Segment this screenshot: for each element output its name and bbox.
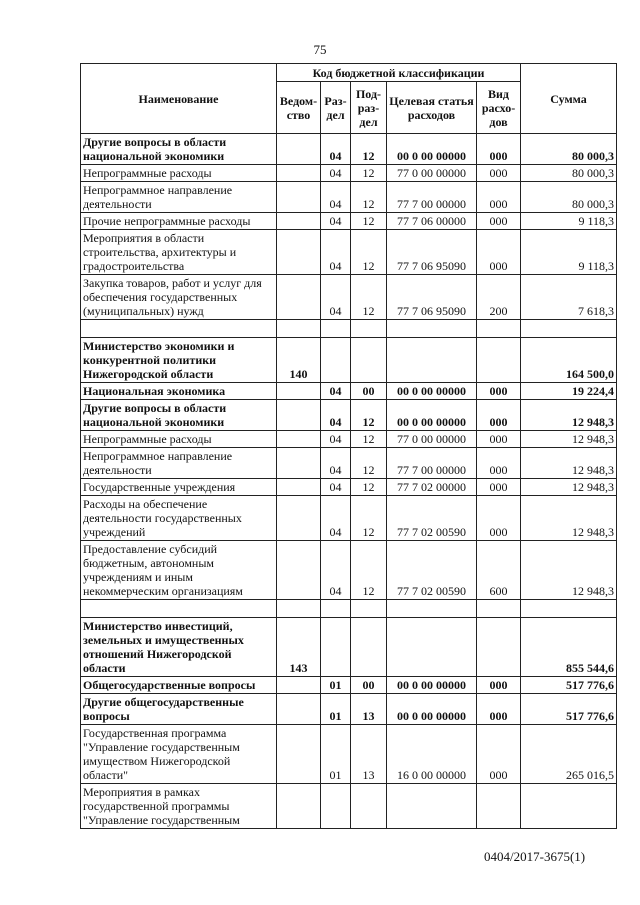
cell-subsection: 12 xyxy=(351,431,387,448)
cell-sum: 517 776,6 xyxy=(521,694,617,725)
header-type: Вид расхо-дов xyxy=(477,82,521,134)
cell-target xyxy=(387,600,477,618)
table-row xyxy=(81,338,617,383)
cell-target: 77 7 06 95090 xyxy=(387,275,477,320)
cell-type xyxy=(477,600,521,618)
cell-dept xyxy=(277,725,321,784)
cell-type: 000 xyxy=(477,694,521,725)
cell-subsection xyxy=(351,600,387,618)
cell-sum: 12 948,3 xyxy=(521,541,617,600)
cell-name: Министерство экономики и конкурентной политики Нижегородской области xyxy=(81,338,277,383)
cell-section xyxy=(321,618,351,677)
header-subsection: Под-раз-дел xyxy=(351,82,387,134)
cell-sum: 12 948,3 xyxy=(521,431,617,448)
cell-section: 04 xyxy=(321,383,351,400)
cell-dept xyxy=(277,496,321,541)
cell-target: 77 7 06 00000 xyxy=(387,213,477,230)
cell-sum: 80 000,3 xyxy=(521,134,617,165)
cell-sum: 265 016,5 xyxy=(521,725,617,784)
cell-type: 000 xyxy=(477,496,521,541)
cell-type: 000 xyxy=(477,725,521,784)
table-row xyxy=(81,784,617,829)
cell-target: 77 7 06 95090 xyxy=(387,230,477,275)
cell-type: 000 xyxy=(477,165,521,182)
cell-name: Закупка товаров, работ и услуг для обеспечения государственных (муниципальных) нужд xyxy=(81,275,277,320)
budget-table xyxy=(80,63,617,829)
table-row xyxy=(81,431,617,448)
cell-section: 04 xyxy=(321,165,351,182)
cell-type: 000 xyxy=(477,134,521,165)
table-row xyxy=(81,541,617,600)
cell-sum: 12 948,3 xyxy=(521,496,617,541)
cell-target: 16 0 00 00000 xyxy=(387,725,477,784)
cell-target: 00 0 00 00000 xyxy=(387,134,477,165)
cell-target: 77 7 02 00590 xyxy=(387,541,477,600)
cell-section: 04 xyxy=(321,541,351,600)
table-row xyxy=(81,182,617,213)
cell-section: 04 xyxy=(321,431,351,448)
cell-sum: 80 000,3 xyxy=(521,182,617,213)
cell-section: 04 xyxy=(321,496,351,541)
cell-type: 000 xyxy=(477,479,521,496)
cell-type: 000 xyxy=(477,230,521,275)
cell-name: Другие общегосударственные вопросы xyxy=(81,694,277,725)
cell-section: 04 xyxy=(321,134,351,165)
cell-sum: 12 948,3 xyxy=(521,448,617,479)
cell-target: 77 7 00 00000 xyxy=(387,448,477,479)
cell-section: 04 xyxy=(321,448,351,479)
cell-section: 01 xyxy=(321,725,351,784)
cell-target: 77 7 02 00000 xyxy=(387,479,477,496)
cell-target xyxy=(387,320,477,338)
cell-target xyxy=(387,784,477,829)
cell-section xyxy=(321,338,351,383)
cell-type xyxy=(477,338,521,383)
cell-subsection: 12 xyxy=(351,230,387,275)
cell-dept xyxy=(277,182,321,213)
cell-dept xyxy=(277,400,321,431)
table-row xyxy=(81,165,617,182)
cell-section xyxy=(321,320,351,338)
cell-type: 000 xyxy=(477,213,521,230)
cell-name: Предоставление субсидий бюджетным, автономным учреждениям и иным некоммерческим организациям xyxy=(81,541,277,600)
cell-type: 000 xyxy=(477,400,521,431)
header-target: Целевая статья расходов xyxy=(387,82,477,134)
cell-name: Другие вопросы в области национальной экономики xyxy=(81,134,277,165)
table-row xyxy=(81,134,617,165)
table-row xyxy=(81,383,617,400)
cell-target xyxy=(387,338,477,383)
cell-subsection: 12 xyxy=(351,182,387,213)
cell-sum xyxy=(521,784,617,829)
cell-sum: 855 544,6 xyxy=(521,618,617,677)
cell-section: 04 xyxy=(321,479,351,496)
cell-target: 00 0 00 00000 xyxy=(387,677,477,694)
table-row xyxy=(81,677,617,694)
cell-sum: 12 948,3 xyxy=(521,479,617,496)
cell-type: 000 xyxy=(477,383,521,400)
cell-dept xyxy=(277,541,321,600)
table-body xyxy=(81,134,617,829)
table-row xyxy=(81,600,617,618)
cell-dept xyxy=(277,230,321,275)
cell-sum: 7 618,3 xyxy=(521,275,617,320)
cell-dept xyxy=(277,320,321,338)
cell-subsection xyxy=(351,320,387,338)
cell-subsection: 00 xyxy=(351,383,387,400)
header-name: Наименование xyxy=(81,64,277,134)
cell-type xyxy=(477,618,521,677)
cell-type: 000 xyxy=(477,431,521,448)
cell-target: 77 7 02 00590 xyxy=(387,496,477,541)
cell-target: 00 0 00 00000 xyxy=(387,383,477,400)
cell-sum: 9 118,3 xyxy=(521,213,617,230)
cell-name: Мероприятия в рамках государственной программы "Управление государственным xyxy=(81,784,277,829)
cell-name xyxy=(81,320,277,338)
header-sum: Сумма xyxy=(521,64,617,134)
cell-name: Непрограммное направление деятельности xyxy=(81,448,277,479)
cell-section xyxy=(321,784,351,829)
cell-subsection xyxy=(351,338,387,383)
cell-subsection: 12 xyxy=(351,400,387,431)
cell-target: 00 0 00 00000 xyxy=(387,694,477,725)
table-row xyxy=(81,694,617,725)
cell-dept: 143 xyxy=(277,618,321,677)
cell-subsection xyxy=(351,618,387,677)
cell-type xyxy=(477,320,521,338)
cell-subsection: 00 xyxy=(351,677,387,694)
page-number: 75 xyxy=(313,42,327,57)
cell-dept xyxy=(277,134,321,165)
cell-name xyxy=(81,600,277,618)
table-row xyxy=(81,448,617,479)
cell-name: Государственная программа "Управление государственным имуществом Нижегородской области" xyxy=(81,725,277,784)
cell-target: 00 0 00 00000 xyxy=(387,400,477,431)
cell-subsection: 12 xyxy=(351,213,387,230)
cell-section: 04 xyxy=(321,182,351,213)
table-row xyxy=(81,400,617,431)
cell-target: 77 7 00 00000 xyxy=(387,182,477,213)
cell-dept xyxy=(277,694,321,725)
cell-dept xyxy=(277,479,321,496)
cell-name: Прочие непрограммные расходы xyxy=(81,213,277,230)
cell-section: 04 xyxy=(321,400,351,431)
cell-target: 77 0 00 00000 xyxy=(387,165,477,182)
cell-name: Национальная экономика xyxy=(81,383,277,400)
cell-dept xyxy=(277,431,321,448)
cell-sum: 19 224,4 xyxy=(521,383,617,400)
cell-name: Мероприятия в области строительства, архитектуры и градостроительства xyxy=(81,230,277,275)
cell-dept: 140 xyxy=(277,338,321,383)
cell-name: Расходы на обеспечение деятельности государственных учреждений xyxy=(81,496,277,541)
cell-type: 600 xyxy=(477,541,521,600)
cell-dept xyxy=(277,600,321,618)
cell-subsection: 12 xyxy=(351,541,387,600)
cell-sum: 80 000,3 xyxy=(521,165,617,182)
cell-section xyxy=(321,600,351,618)
cell-type: 000 xyxy=(477,448,521,479)
cell-dept xyxy=(277,383,321,400)
cell-type: 000 xyxy=(477,182,521,213)
table-row xyxy=(81,230,617,275)
table-row xyxy=(81,725,617,784)
table-row xyxy=(81,479,617,496)
cell-section: 04 xyxy=(321,275,351,320)
cell-type xyxy=(477,784,521,829)
header-section: Раз-дел xyxy=(321,82,351,134)
table-row xyxy=(81,320,617,338)
cell-subsection: 12 xyxy=(351,275,387,320)
cell-sum xyxy=(521,320,617,338)
cell-sum: 517 776,6 xyxy=(521,677,617,694)
header-dept: Ведом-ство xyxy=(277,82,321,134)
cell-sum: 9 118,3 xyxy=(521,230,617,275)
cell-name: Другие вопросы в области национальной экономики xyxy=(81,400,277,431)
cell-subsection: 12 xyxy=(351,134,387,165)
cell-dept xyxy=(277,677,321,694)
cell-name: Непрограммные расходы xyxy=(81,165,277,182)
table-row xyxy=(81,496,617,541)
cell-name: Общегосударственные вопросы xyxy=(81,677,277,694)
cell-name: Непрограммные расходы xyxy=(81,431,277,448)
table-row xyxy=(81,275,617,320)
cell-subsection: 12 xyxy=(351,479,387,496)
cell-sum: 12 948,3 xyxy=(521,400,617,431)
cell-type: 200 xyxy=(477,275,521,320)
cell-section: 01 xyxy=(321,677,351,694)
cell-target xyxy=(387,618,477,677)
cell-subsection: 12 xyxy=(351,165,387,182)
cell-subsection xyxy=(351,784,387,829)
cell-dept xyxy=(277,784,321,829)
cell-name: Непрограммное направление деятельности xyxy=(81,182,277,213)
cell-section: 04 xyxy=(321,213,351,230)
cell-subsection: 12 xyxy=(351,448,387,479)
cell-dept xyxy=(277,448,321,479)
cell-dept xyxy=(277,165,321,182)
cell-subsection: 13 xyxy=(351,694,387,725)
cell-name: Государственные учреждения xyxy=(81,479,277,496)
cell-sum: 164 500,0 xyxy=(521,338,617,383)
cell-name: Министерство инвестиций, земельных и имущественных отношений Нижегородской области xyxy=(81,618,277,677)
table-row xyxy=(81,213,617,230)
cell-type: 000 xyxy=(477,677,521,694)
cell-dept xyxy=(277,275,321,320)
document-code: 0404/2017-3675(1) xyxy=(484,849,586,864)
cell-subsection: 13 xyxy=(351,725,387,784)
cell-section: 01 xyxy=(321,694,351,725)
table-row xyxy=(81,618,617,677)
cell-dept xyxy=(277,213,321,230)
cell-section: 04 xyxy=(321,230,351,275)
cell-sum xyxy=(521,600,617,618)
header-code-group: Код бюджетной классификации xyxy=(277,64,521,82)
cell-target: 77 0 00 00000 xyxy=(387,431,477,448)
cell-subsection: 12 xyxy=(351,496,387,541)
